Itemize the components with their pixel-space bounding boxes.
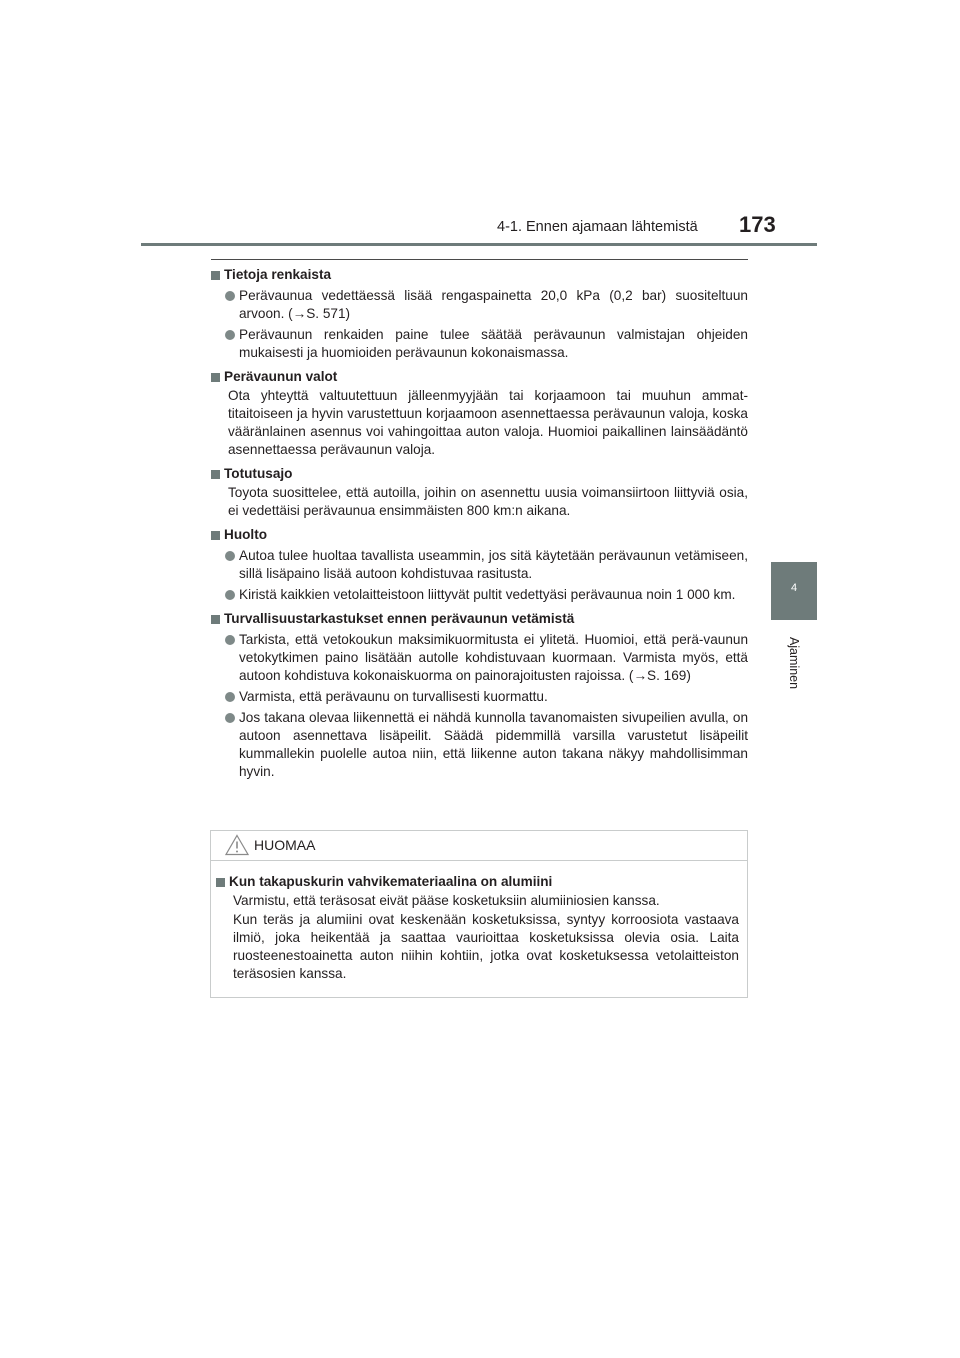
list-item: Kiristä kaikkien vetolaitteistoon liittyvät pultit vedettyäsi perävaunua noin 1 000 km. — [211, 586, 748, 604]
list-item: Varmista, että perävaunu on turvallisesti kuormattu. — [211, 688, 748, 706]
notice-box — [210, 830, 748, 998]
section-paragraph: Toyota suosittelee, että autoilla, joihin on asennettu uusia voimansiirtoon liittyviä osia, ei vedettäisi perävaunua ensimmäisten 800 km:n aikana. — [228, 485, 748, 518]
notice-heading: Kun takapuskurin vahvikemateriaalina on alumiini — [216, 873, 739, 891]
chapter-tab — [771, 562, 817, 620]
circle-bullet-icon — [225, 635, 235, 645]
notice-title: HUOMAA — [254, 837, 316, 853]
notice-body — [211, 861, 747, 983]
content-top-rule — [211, 259, 748, 260]
list-item: Perävaunua vedettäessä lisää rengaspainetta 20,0 kPa (0,2 bar) suositeltuun arvoon. (→S. 571) — [211, 287, 748, 323]
circle-bullet-icon — [225, 692, 235, 702]
list-item: Jos takana olevaa liikennettä ei nähdä kunnolla tavanomaisten sivupeilien avulla, on autoon asennettava lisäpeilit. Säädä pidemmillä varsilla varustetut lisäpeilit kummallekin puolelle autoa niin, että liikenne auton takana näkyy mahdollisimman hyvin. — [211, 709, 748, 781]
list-item: Perävaunun renkaiden paine tulee säätää perävaunun valmistajan ohjeiden mukaisesti ja huomioiden perävaunun kokonaismassa. — [211, 326, 748, 362]
notice-line: Varmistu, että teräsosat eivät pääse kosketuksiin alumiiniosien kanssa. — [233, 893, 660, 908]
chapter-label: Ajaminen — [787, 636, 801, 690]
square-bullet-icon — [211, 271, 220, 280]
circle-bullet-icon — [225, 590, 235, 600]
warning-triangle-icon — [225, 834, 249, 856]
section-heading: Perävaunun valot — [211, 368, 748, 386]
circle-bullet-icon — [225, 291, 235, 301]
main-content — [211, 266, 748, 781]
square-bullet-icon — [216, 878, 225, 887]
notice-line: Kun teräs ja alumiini ovat keskenään kosketuksissa, syntyy korroosiota vastaava ilmiö, joka heikentää ja saattaa vaurioittaa kosketuksissa olevia osia. Laita ruosteenestoainetta auton niihin kohtiin, jotka ovat kosketuksessa vetolaitteiston teräsosien kanssa. — [233, 912, 739, 981]
header-rule — [141, 243, 817, 246]
notice-header — [211, 831, 747, 861]
square-bullet-icon — [211, 531, 220, 540]
section-heading: Huolto — [211, 526, 748, 544]
square-bullet-icon — [211, 470, 220, 479]
circle-bullet-icon — [225, 713, 235, 723]
circle-bullet-icon — [225, 551, 235, 561]
square-bullet-icon — [211, 615, 220, 624]
section-heading: Turvallisuustarkastukset ennen perävaunun vetämistä — [211, 610, 748, 628]
circle-bullet-icon — [225, 330, 235, 340]
page-number: 173 — [739, 212, 776, 237]
section-heading: Tietoja renkaista — [211, 266, 748, 284]
list-item: Tarkista, että vetokoukun maksimikuormitusta ei ylitetä. Huomioi, että perä-vaunun vetokytkimen paino lisätään autolle kohdistuvaan kuormaan. Varmista myös, että autoon kohdistuva kokonaiskuorma on painorajoitusten rajoissa. (→S. 169) — [211, 631, 748, 685]
section-title: 4-1. Ennen ajamaan lähtemistä — [497, 219, 698, 235]
section-heading: Totutusajo — [211, 465, 748, 483]
square-bullet-icon — [211, 373, 220, 382]
list-item: Autoa tulee huoltaa tavallista useammin, jos sitä käytetään perävaunun vetämiseen, sillä lisäpaino lisää autoon kohdistuvaa rasitusta. — [211, 547, 748, 583]
chapter-number: 4 — [790, 582, 798, 594]
section-paragraph: Ota yhteyttä valtuutettuun jälleenmyyjään tai korjaamoon tai muuhun ammat-titaitoiseen ja hyvin varustettuun korjaamoon asennettaessa perävaunun valoja, koska vääränlainen asennus voi vahingoittaa auton valoja. Huomioi paikallinen lainsäädäntö asennettaessa perävaunun valoja. — [228, 388, 748, 457]
